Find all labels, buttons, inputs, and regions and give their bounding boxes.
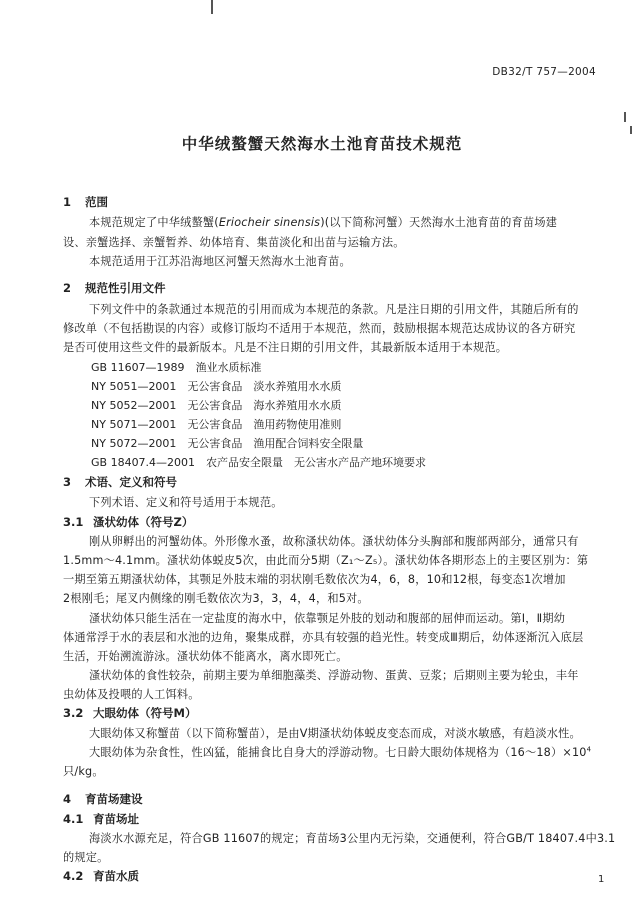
section-4-heading: 4 育苗场建设 (63, 792, 143, 806)
scan-mark (211, 0, 213, 14)
section-3-1-line: 溞状幼体只能生活在一定盐度的海水中，依靠颚足外肢的划动和腹部的屈伸而运动。第Ⅰ，Ⅱ期幼 (89, 612, 566, 625)
section-3-1-line: 溞状幼体的食性较杂，前期主要为单细胞藻类、浮游动物、蛋黄、豆浆；后期则主要为轮虫，丰年 (89, 669, 579, 682)
document-title: 中华绒螯蟹天然海水土池育苗技术规范 (181, 135, 463, 153)
section-1-para-2: 本规范适用于江苏沿海地区河蟹天然海水土池育苗。 (89, 255, 351, 268)
section-4-2-heading: 4.2 育苗水质 (63, 869, 139, 883)
page-number: 1 (598, 874, 605, 885)
section-3-1-heading: 3.1 溞状幼体（符号Z） (63, 515, 194, 529)
section-2-para-line-1: 下列文件中的条款通过本规范的引用而成为本规范的条款。凡是注日期的引用文件，其随后所有的 (89, 303, 579, 316)
section-1-para-1-cont: 设、亲蟹选择、亲蟹暂养、幼体培育、集苗淡化和出苗与运输方法。 (63, 236, 405, 249)
section-2-para-line-2: 修改单（不包括勘误的内容）或修订版均不适用于本规范，然而，鼓励根据本规范达成协议的各方研究 (63, 322, 576, 335)
section-3-1-line: 1.5mm～4.1mm。溞状幼体蜕皮5次，由此而分5期（Z₁～Z₅）。溞状幼体各期形态上的主要区别为：第 (63, 554, 589, 567)
section-3-2-line: 只/kg。 (63, 765, 104, 778)
section-3-heading: 3 术语、定义和符号 (63, 475, 177, 489)
section-3-1-line: 一期至第五期溞状幼体，其颚足外肢末端的羽状刚毛数依次为4，6，8，10和12根，每变态1次增加 (63, 573, 566, 586)
section-4-1-line: 的规定。 (63, 851, 109, 864)
scan-mark (624, 112, 626, 122)
reference-item: NY 5071—2001 无公害食品 渔用药物使用准则 (91, 418, 342, 431)
section-2-para-line-3: 是否可使用这些文件的最新版本。凡是不注日期的引用文件，其最新版本适用于本规范。 (63, 341, 508, 354)
reference-item: NY 5052—2001 无公害食品 海水养殖用水水质 (91, 399, 342, 412)
reference-item: GB 18407.4—2001 农产品安全限量 无公害水产品产地环境要求 (91, 456, 427, 469)
section-1-heading: 1 范围 (63, 195, 108, 209)
section-3-1-line: 生活，开始溯流游泳。溞状幼体不能离水，离水即死亡。 (63, 650, 348, 663)
standard-number: DB32/T 757—2004 (492, 66, 596, 78)
section-4-1-heading: 4.1 育苗场址 (63, 812, 139, 826)
section-3-1-line: 虫幼体及投喂的人工饵料。 (63, 688, 200, 701)
section-3-2-heading: 3.2 大眼幼体（符号M） (63, 706, 197, 720)
reference-item: NY 5051—2001 无公害食品 淡水养殖用水水质 (91, 380, 342, 393)
section-2-heading: 2 规范性引用文件 (63, 281, 166, 295)
section-3-2-line: 大眼幼体为杂食性，性凶猛，能捕食比自身大的浮游动物。七日龄大眼幼体规格为$(16\sim 18)\times 10^4$ (89, 745, 592, 759)
reference-item: GB 11607—1989 渔业水质标准 (91, 361, 262, 374)
section-3-1-line: 2根刚毛；尾叉内侧缘的刚毛数依次为3，3，4，4，和5对。 (63, 592, 369, 605)
section-4-1-line: 海淡水水源充足，符合GB 11607的规定；育苗场3公里内无污染，交通便利，符合GB/T 18407.4中3.1 (89, 832, 616, 845)
section-3-intro: 下列术语、定义和符号适用于本规范。 (89, 496, 283, 509)
section-3-1-line: 体通常浮于水的表层和水池的边角，聚集成群，亦具有较强的趋光性。转变成Ⅲ期后，幼体逐渐沉入底层 (63, 631, 584, 644)
section-1-para-1: 本规范规定了中华绒螯蟹(Eriocheir sinensis)(以下简称河蟹）天然海水土池育苗的育苗场建 (89, 216, 558, 229)
section-3-2-line: 大眼幼体又称蟹苗（以下简称蟹苗），是由Ⅴ期溞状幼体蜕皮变态而成，对淡水敏感，有趋淡水性。 (89, 727, 581, 740)
reference-item: NY 5072—2001 无公害食品 渔用配合饲料安全限量 (91, 437, 364, 450)
section-3-1-line: 刚从卵孵出的河蟹幼体。外形像水蚤，故称溞状幼体。溞状幼体分头胸部和腹部两部分，通常只有 (89, 535, 579, 548)
